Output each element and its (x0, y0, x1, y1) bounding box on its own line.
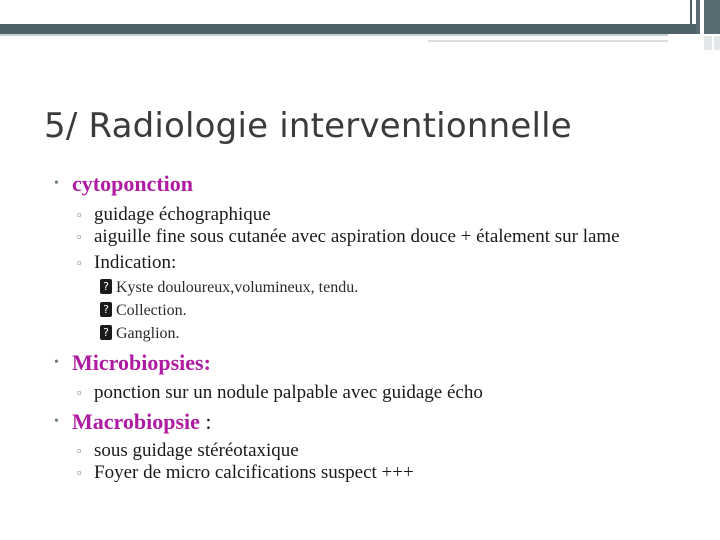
bullet-microbiopsies (0, 349, 720, 377)
sub-bullet (0, 440, 720, 462)
slide-title: 5/ Radiologie interventionnelle (44, 106, 572, 146)
section-heading: cytoponction (72, 171, 193, 196)
missing-glyph-icon: ? (100, 325, 112, 340)
sub-bullet-text: sous guidage stéréotaxique (94, 440, 299, 461)
sub-bullet (0, 226, 720, 248)
sub-bullet-text: guidage échographique (94, 204, 271, 225)
header-accent-line (428, 40, 668, 42)
sub-sub-bullet-text: Kyste douloureux,volumineux, tendu. (116, 279, 359, 296)
sub-sub-bullet-text: Collection. (116, 302, 187, 319)
bullet-dot-icon: • (54, 414, 59, 429)
section-heading: Macrobiopsie (72, 409, 200, 434)
sub-bullet-text: aiguille fine sous cutanée avec aspiration douce + étalement sur lame (94, 226, 620, 247)
square-bullet-icon: ▫ (77, 255, 82, 270)
missing-glyph-icon: ? (100, 302, 112, 317)
square-bullet-icon: ▫ (77, 443, 82, 458)
header-underline (0, 34, 668, 36)
slide-content (0, 170, 720, 484)
sub-sub-bullet-text: Ganglion. (116, 325, 180, 342)
bullet-dot-icon: • (54, 176, 59, 191)
sub-sub-bullet (0, 299, 720, 322)
header-bar-corner-gap (700, 0, 704, 34)
section-heading: Microbiopsies: (72, 350, 211, 375)
sub-bullet-text: Indication: (94, 252, 177, 273)
section-heading-suffix: : (199, 409, 212, 434)
square-bullet-icon: ▫ (77, 465, 82, 480)
sub-sub-bullet (0, 322, 720, 345)
sub-bullet (0, 204, 720, 226)
bullet-macrobiopsie (0, 408, 720, 436)
sub-bullet-text: Foyer de micro calcifications suspect +++ (94, 462, 414, 483)
missing-glyph-icon: ? (100, 279, 112, 294)
header-corner-accent-gap (712, 36, 714, 50)
sub-bullet (0, 382, 720, 404)
sub-bullet (0, 252, 720, 274)
sub-bullet-text: ponction sur un nodule palpable avec guidage écho (94, 382, 483, 403)
square-bullet-icon: ▫ (77, 229, 82, 244)
bullet-cytoponction (0, 170, 720, 198)
square-bullet-icon: ▫ (77, 385, 82, 400)
sub-sub-bullet (0, 276, 720, 299)
square-bullet-icon: ▫ (77, 207, 82, 222)
sub-bullet (0, 462, 720, 484)
top-band (0, 0, 720, 24)
bullet-dot-icon: • (54, 355, 59, 370)
header-bar (0, 24, 696, 34)
header-bar-divider (690, 0, 692, 34)
